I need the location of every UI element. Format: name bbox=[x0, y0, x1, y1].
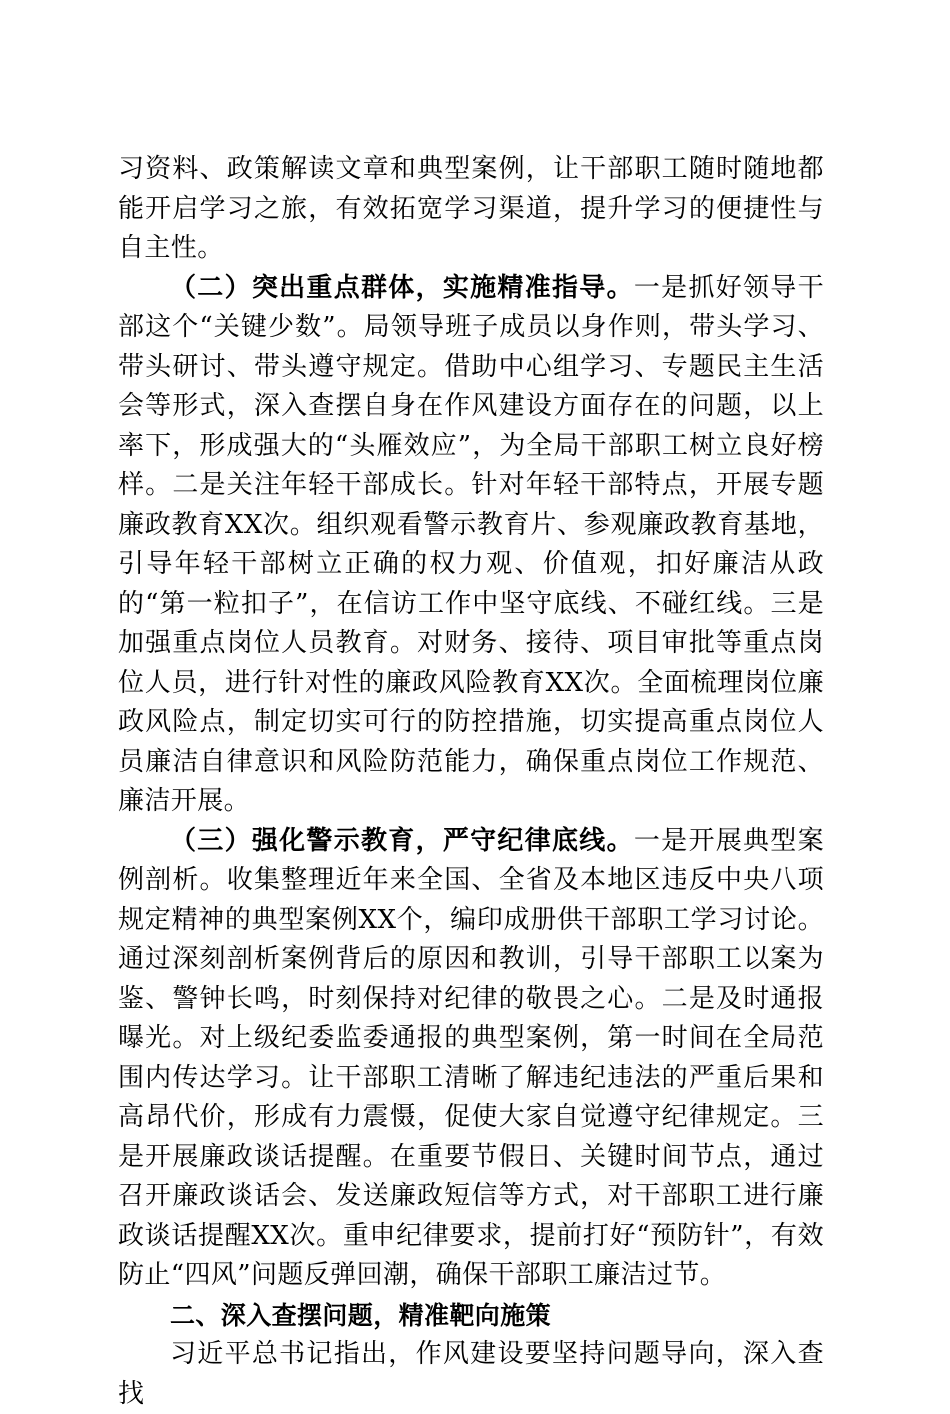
paragraph-continuation: 习资料、政策解读文章和典型案例，让干部职工随时随地都能开启学习之旅，有效拓宽学习渠道，提升学习的便捷性与自主性。 bbox=[118, 154, 824, 263]
paragraph-warning-education bbox=[118, 822, 824, 1296]
paragraph-key-groups bbox=[118, 269, 824, 822]
section-title-warning-education: （三）强化警示教育，严守纪律底线。 bbox=[170, 825, 634, 856]
section-title-key-groups: （二）突出重点群体，实施精准指导。 bbox=[170, 272, 634, 303]
heading-section-two: 二、深入查摆问题，精准靶向施策 bbox=[170, 1300, 552, 1330]
paragraph-warning-education-body: 一是开展典型案例剖析。收集整理近年来全国、全省及本地区违反中央八项规定精神的典型案例XX个，编印成册供干部职工学习讨论。通过深刻剖析案例背后的原因和教训，引导干部职工以案为鉴、警钟长鸣，时刻保持对纪律的敬畏之心。二是及时通报曝光。对上级纪委监委通报的典型案例，第一时间在全局范围内传达学习。让干部职工清晰了解违纪违法的严重后果和高昂代价，形成有力震慑，促使大家自觉遵守纪律规定。三是开展廉政谈话提醒。在重要节假日、关键时间节点，通过召开廉政谈话会、发送廉政短信等方式，对干部职工进行廉政谈话提醒XX次。重申纪律要求，提前打好“预防针”，有效防止“四风”问题反弹回潮，确保干部职工廉洁过节。 bbox=[118, 825, 824, 1290]
document-page bbox=[118, 150, 824, 1414]
paragraph-key-groups-body: 一是抓好领导干部这个“关键少数”。局领导班子成员以身作则，带头学习、带头研讨、带头遵守规定。借助中心组学习、专题民主生活会等形式，深入查摆自身在作风建设方面存在的问题，以上率下，形成强大的“头雁效应”，为全局干部职工树立良好榜样。二是关注年轻干部成长。针对年轻干部特点，开展专题廉政教育XX次。组织观看警示教育片、参观廉政教育基地，引导年轻干部树立正确的权力观、价值观，扣好廉洁从政的“第一粒扣子”，在信访工作中坚守底线、不碰红线。三是加强重点岗位人员教育。对财务、接待、项目审批等重点岗位人员，进行针对性的廉政风险教育XX次。全面梳理岗位廉政风险点，制定切实可行的防控措施，切实提高重点岗位人员廉洁自律意识和风险防范能力，确保重点岗位工作规范、廉洁开展。 bbox=[118, 272, 824, 816]
paragraph-problem-orientation: 习近平总书记指出，作风建设要坚持问题导向，深入查找 bbox=[118, 1339, 824, 1409]
